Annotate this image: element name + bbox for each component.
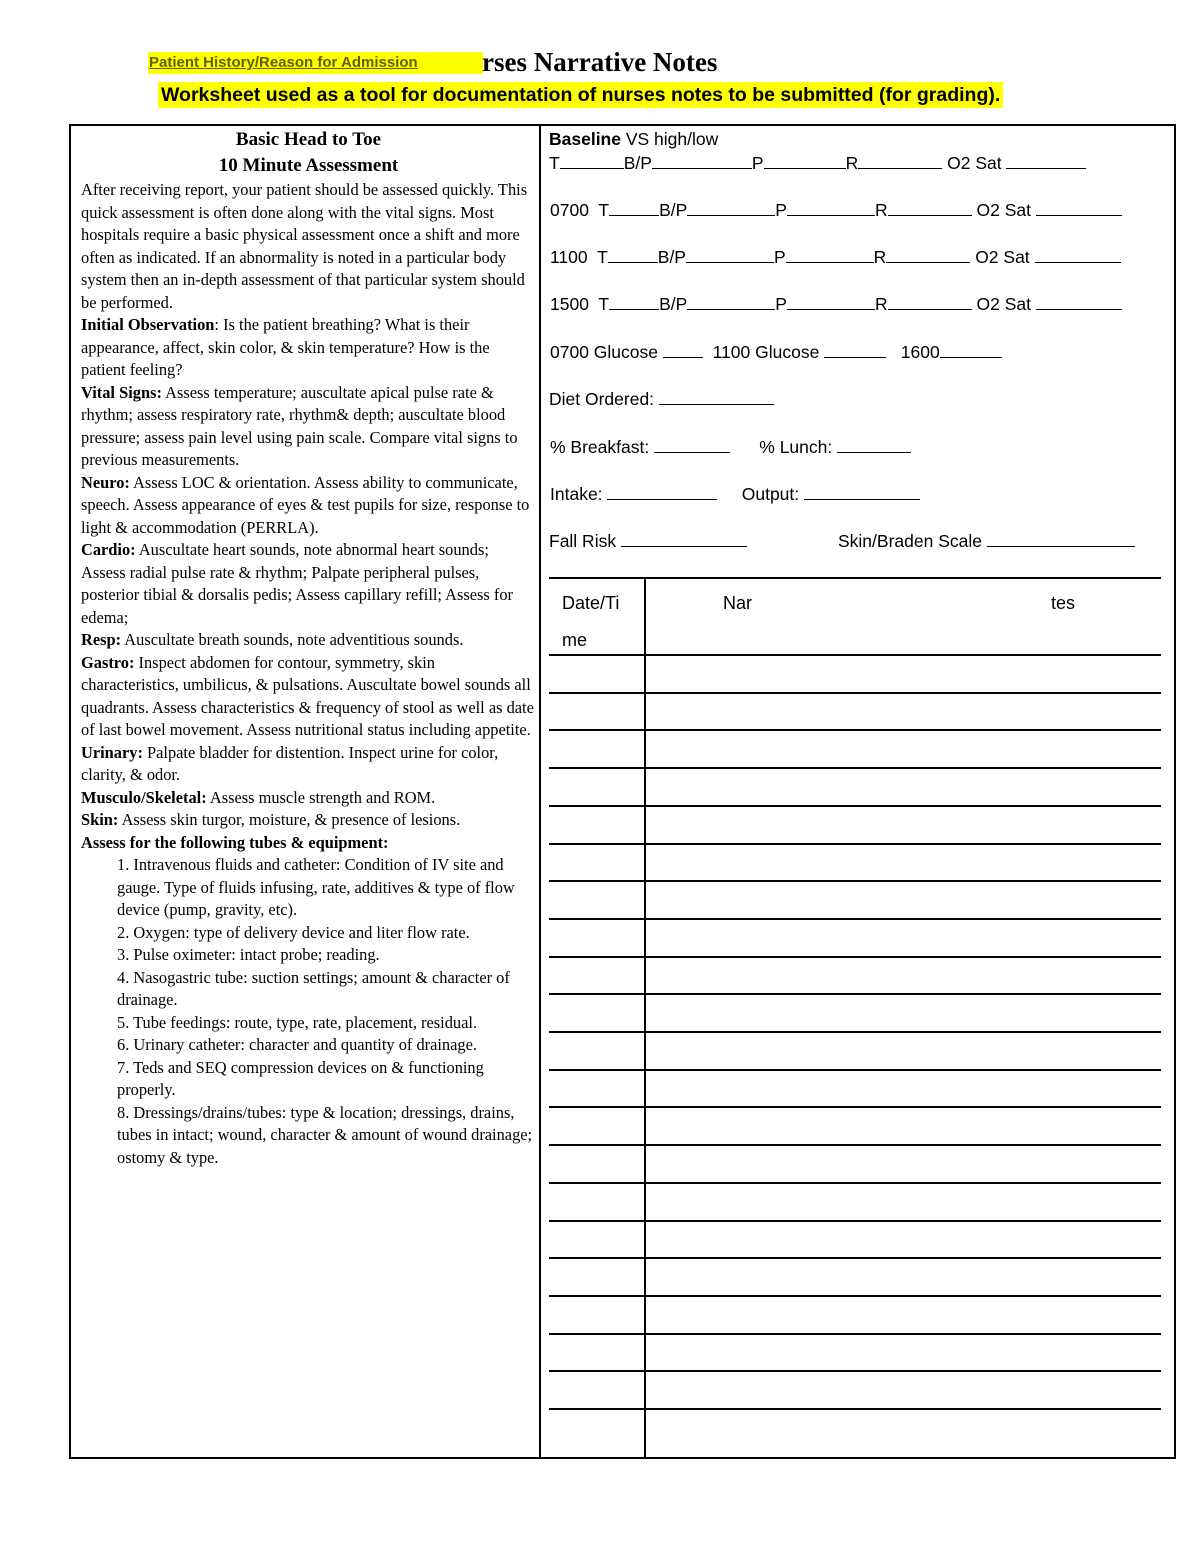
notes-row-line[interactable] <box>549 654 1161 656</box>
notes-date-divider <box>644 578 646 1458</box>
vitals-row-1500[interactable]: 1500 T B/P P R O2 Sat <box>550 293 1122 315</box>
equipment-heading: Assess for the following tubes & equipment: <box>81 832 389 852</box>
notes-row-line[interactable] <box>549 1144 1161 1146</box>
notes-row-line[interactable] <box>549 880 1161 882</box>
assessment-section: Resp: Auscultate breath sounds, note adventitious sounds. <box>81 630 464 649</box>
notes-header-notes: tes <box>1051 593 1076 613</box>
equipment-item: 8. Dressings/drains/tubes: type & location; dressings, drains, tubes in intact; wound, character & amount of wound drainage; ostomy & type. <box>117 1102 533 1167</box>
notes-table-top-rule <box>549 577 1161 579</box>
assessment-sections <box>81 314 536 832</box>
notes-header-date-cont: me <box>562 630 588 650</box>
notes-row-line[interactable] <box>549 1408 1161 1410</box>
guide-intro: After receiving report, your patient should be assessed quickly. This quick assessment is often done along with the vital signs. Most hospitals require a basic physical assessment once a shift and more often as indicated. If an abnormality is noted in a particular body system then an in-depth assessment of that particular system should be performed. <box>81 180 528 312</box>
notes-row-line[interactable] <box>549 1106 1161 1108</box>
guide-heading: Basic Head to Toe <box>235 129 382 150</box>
notes-row-line[interactable] <box>549 1182 1161 1184</box>
notes-row-line[interactable] <box>549 1295 1161 1297</box>
assessment-guide <box>81 127 536 1169</box>
notes-header-narrative: Nar <box>723 593 753 613</box>
notes-row-line[interactable] <box>549 729 1161 731</box>
assessment-section: Gastro: Inspect abdomen for contour, symmetry, skin characteristics, umbilicus, & pulsations. Auscultate bowel sounds all quadrants. Assess characteristics & frequency of stool as well as date of last bowel movement. Assess nutritional status including appetite. <box>81 652 534 739</box>
assessment-section: Skin: Assess skin turgor, moisture, & presence of lesions. <box>81 810 461 829</box>
equipment-item: 6. Urinary catheter: character and quantity of drainage. <box>117 1035 477 1054</box>
equipment-item: 7. Teds and SEQ compression devices on & functioning properly. <box>117 1057 484 1099</box>
assessment-section: Neuro: Assess LOC & orientation. Assess ability to communicate, speech. Assess appearance of eyes & test pupils for size, response to light & accommodation (PERRLA). <box>81 472 530 537</box>
skin-braden-field[interactable]: Skin/Braden Scale <box>838 530 1135 552</box>
equipment-item: 1. Intravenous fluids and catheter: Condition of IV site and gauge. Type of fluids infusing, rate, additives & type of flow device (pump, gravity, etc). <box>117 855 515 919</box>
assessment-section: Urinary: Palpate bladder for distention. Inspect urine for color, clarity, & odor. <box>81 742 499 784</box>
vitals-row-1100[interactable]: 1100 T B/P P R O2 Sat <box>550 246 1121 268</box>
notes-row-line[interactable] <box>549 1370 1161 1372</box>
notes-row-line[interactable] <box>549 692 1161 694</box>
intake-output-row[interactable]: Intake: Output: <box>550 483 920 505</box>
notes-row-line[interactable] <box>549 843 1161 845</box>
notes-row-line[interactable] <box>549 918 1161 920</box>
equipment-list <box>81 854 536 1169</box>
guide-subheading: 10 Minute Assessment <box>218 155 399 176</box>
assessment-section: Vital Signs: Assess temperature; auscultate apical pulse rate & rhythm; assess respiratory rate, rhythm& depth; auscultate blood pressure; assess pain level using pain scale. Compare vital signs to previous measurements. <box>81 382 518 469</box>
notes-row-line[interactable] <box>549 956 1161 958</box>
fall-risk-field[interactable]: Fall Risk <box>549 530 747 552</box>
column-divider <box>539 124 541 1459</box>
equipment-item: 2. Oxygen: type of delivery device and liter flow rate. <box>117 922 470 942</box>
assessment-section: Initial Observation: Is the patient breathing? What is their appearance, affect, skin color, & skin temperature? How is the patient feeling? <box>81 315 490 379</box>
notes-row-line[interactable] <box>549 993 1161 995</box>
notes-row-line[interactable] <box>549 1031 1161 1033</box>
assessment-section: Cardio: Auscultate heart sounds, note abnormal heart sounds; Assess radial pulse rate & rhythm; Palpate peripheral pulses, posterior tibial & dorsalis pedis; Assess capillary refill; Assess for edema; <box>81 540 514 627</box>
page-title: rses Narrative Notes <box>482 47 718 77</box>
notes-row-line[interactable] <box>549 1333 1161 1335</box>
diet-ordered-field[interactable]: Diet Ordered: <box>549 388 774 410</box>
baseline-label: Baseline VS high/low <box>549 129 719 149</box>
glucose-row[interactable]: 0700 Glucose 1100 Glucose 1600 <box>550 341 1002 363</box>
equipment-item: 3. Pulse oximeter: intact probe; reading. <box>117 945 380 964</box>
notes-row-line[interactable] <box>549 805 1161 807</box>
worksheet-subtitle: Worksheet used as a tool for documentation of nurses notes to be submitted (for grading). <box>158 82 1003 108</box>
notes-header-date: Date/Ti <box>562 593 620 613</box>
notes-row-line[interactable] <box>549 1257 1161 1259</box>
notes-row-line[interactable] <box>549 1069 1161 1071</box>
patient-history-link[interactable]: Patient History/Reason for Admission <box>148 52 483 74</box>
meal-intake-row[interactable]: % Breakfast: % Lunch: <box>550 436 911 458</box>
equipment-item: 4. Nasogastric tube: suction settings; amount & character of drainage. <box>117 967 510 1009</box>
equipment-item: 5. Tube feedings: route, type, rate, placement, residual. <box>117 1012 478 1032</box>
vitals-row-0700[interactable]: 0700 T B/P P R O2 Sat <box>550 199 1122 221</box>
notes-row-line[interactable] <box>549 1220 1161 1222</box>
notes-row-line[interactable] <box>549 767 1161 769</box>
assessment-section: Musculo/Skeletal: Assess muscle strength and ROM. <box>81 787 436 807</box>
baseline-vitals-row[interactable]: T B/P P R O2 Sat <box>549 152 1086 174</box>
